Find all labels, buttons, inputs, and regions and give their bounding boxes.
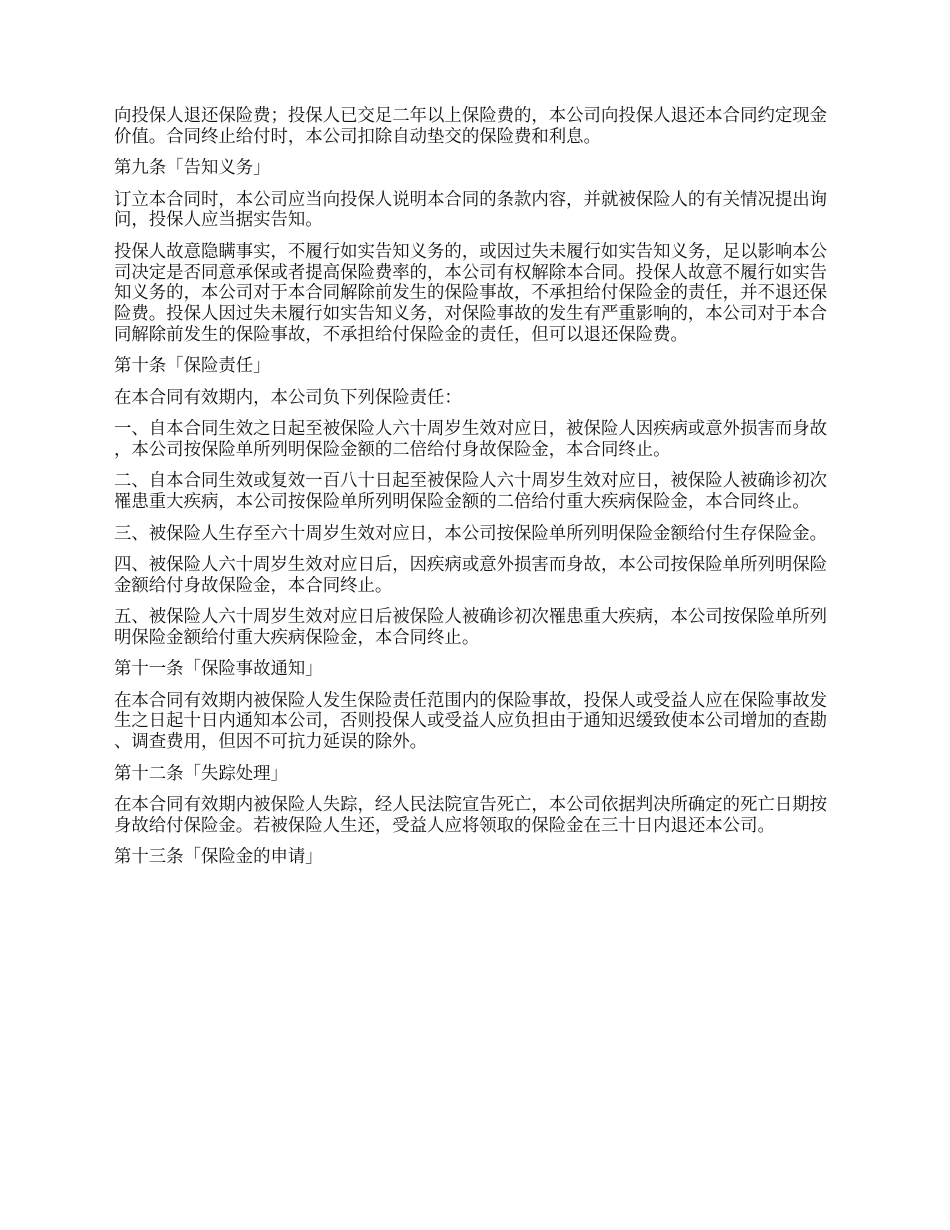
list-item-liability-2: 二、自本合同生效或复效一百八十日起至被保险人六十周岁生效对应日，被保险人被确诊初次罹患重大疾病，本公司按保险单所列明保险金额的二倍给付重大疾病保险金，本合同终止。 <box>114 471 828 513</box>
list-item-liability-4: 四、被保险人六十周岁生效对应日后，因疾病或意外损害而身故，本公司按保险单所列明保险金额给付身故保险金，本合同终止。 <box>114 554 828 596</box>
heading-article-12: 第十二条「失踪处理」 <box>114 763 288 784</box>
paragraph-liability-intro: 在本合同有效期内，本公司负下列保险责任： <box>114 387 462 408</box>
paragraph-disclosure-duty: 订立本合同时，本公司应当向投保人说明本合同的条款内容，并就被保险人的有关情况提出询问，投保人应当据实告知。 <box>114 189 828 231</box>
document-page <box>114 106 842 879</box>
heading-article-9: 第九条「告知义务」 <box>114 158 271 179</box>
list-item-liability-5: 五、被保险人六十周岁生效对应日后被保险人被确诊初次罹患重大疾病，本公司按保险单所列明保险金额给付重大疾病保险金，本合同终止。 <box>114 607 828 648</box>
heading-article-10: 第十条「保险责任」 <box>114 356 271 377</box>
heading-article-13: 第十三条「保险金的申请」 <box>114 847 323 868</box>
paragraph-refund-continuation: 向投保人退还保险费；投保人已交足二年以上保险费的，本公司向投保人退还本合同约定现金价值。合同终止给付时，本公司扣除自动垫交的保险费和利息。 <box>114 106 828 147</box>
paragraph-concealment: 投保人故意隐瞒事实，不履行如实告知义务的，或因过失未履行如实告知义务，足以影响本公司决定是否同意承保或者提高保险费率的，本公司有权解除本合同。投保人故意不履行如实告知义务的，本公司对于本合同解除前发生的保险事故，不承担给付保险金的责任，并不退还保险费。投保人因过失未履行如实告知义务，对保险事故的发生有严重影响的，本公司对于本合同解除前发生的保险事故，不承担给付保险金的责任，但可以退还保险费。 <box>114 241 828 345</box>
list-item-liability-3: 三、被保险人生存至六十周岁生效对应日，本公司按保险单所列明保险金额给付生存保险金。 <box>114 523 828 544</box>
paragraph-missing-person: 在本合同有效期内被保险人失踪，经人民法院宣告死亡，本公司依据判决所确定的死亡日期按身故给付保险金。若被保险人生还，受益人应将领取的保险金在三十日内退还本公司。 <box>114 795 828 836</box>
list-item-liability-1: 一、自本合同生效之日起至被保险人六十周岁生效对应日，被保险人因疾病或意外损害而身故，本公司按保险单所列明保险金额的二倍给付身故保险金，本合同终止。 <box>114 419 828 460</box>
paragraph-accident-notice: 在本合同有效期内被保险人发生保险责任范围内的保险事故，投保人或受益人应在保险事故发生之日起十日内通知本公司，否则投保人或受益人应负担由于通知迟缓致使本公司增加的查勘、调查费用，但因不可抗力延误的除外。 <box>114 690 828 753</box>
heading-article-11: 第十一条「保险事故通知」 <box>114 659 323 680</box>
